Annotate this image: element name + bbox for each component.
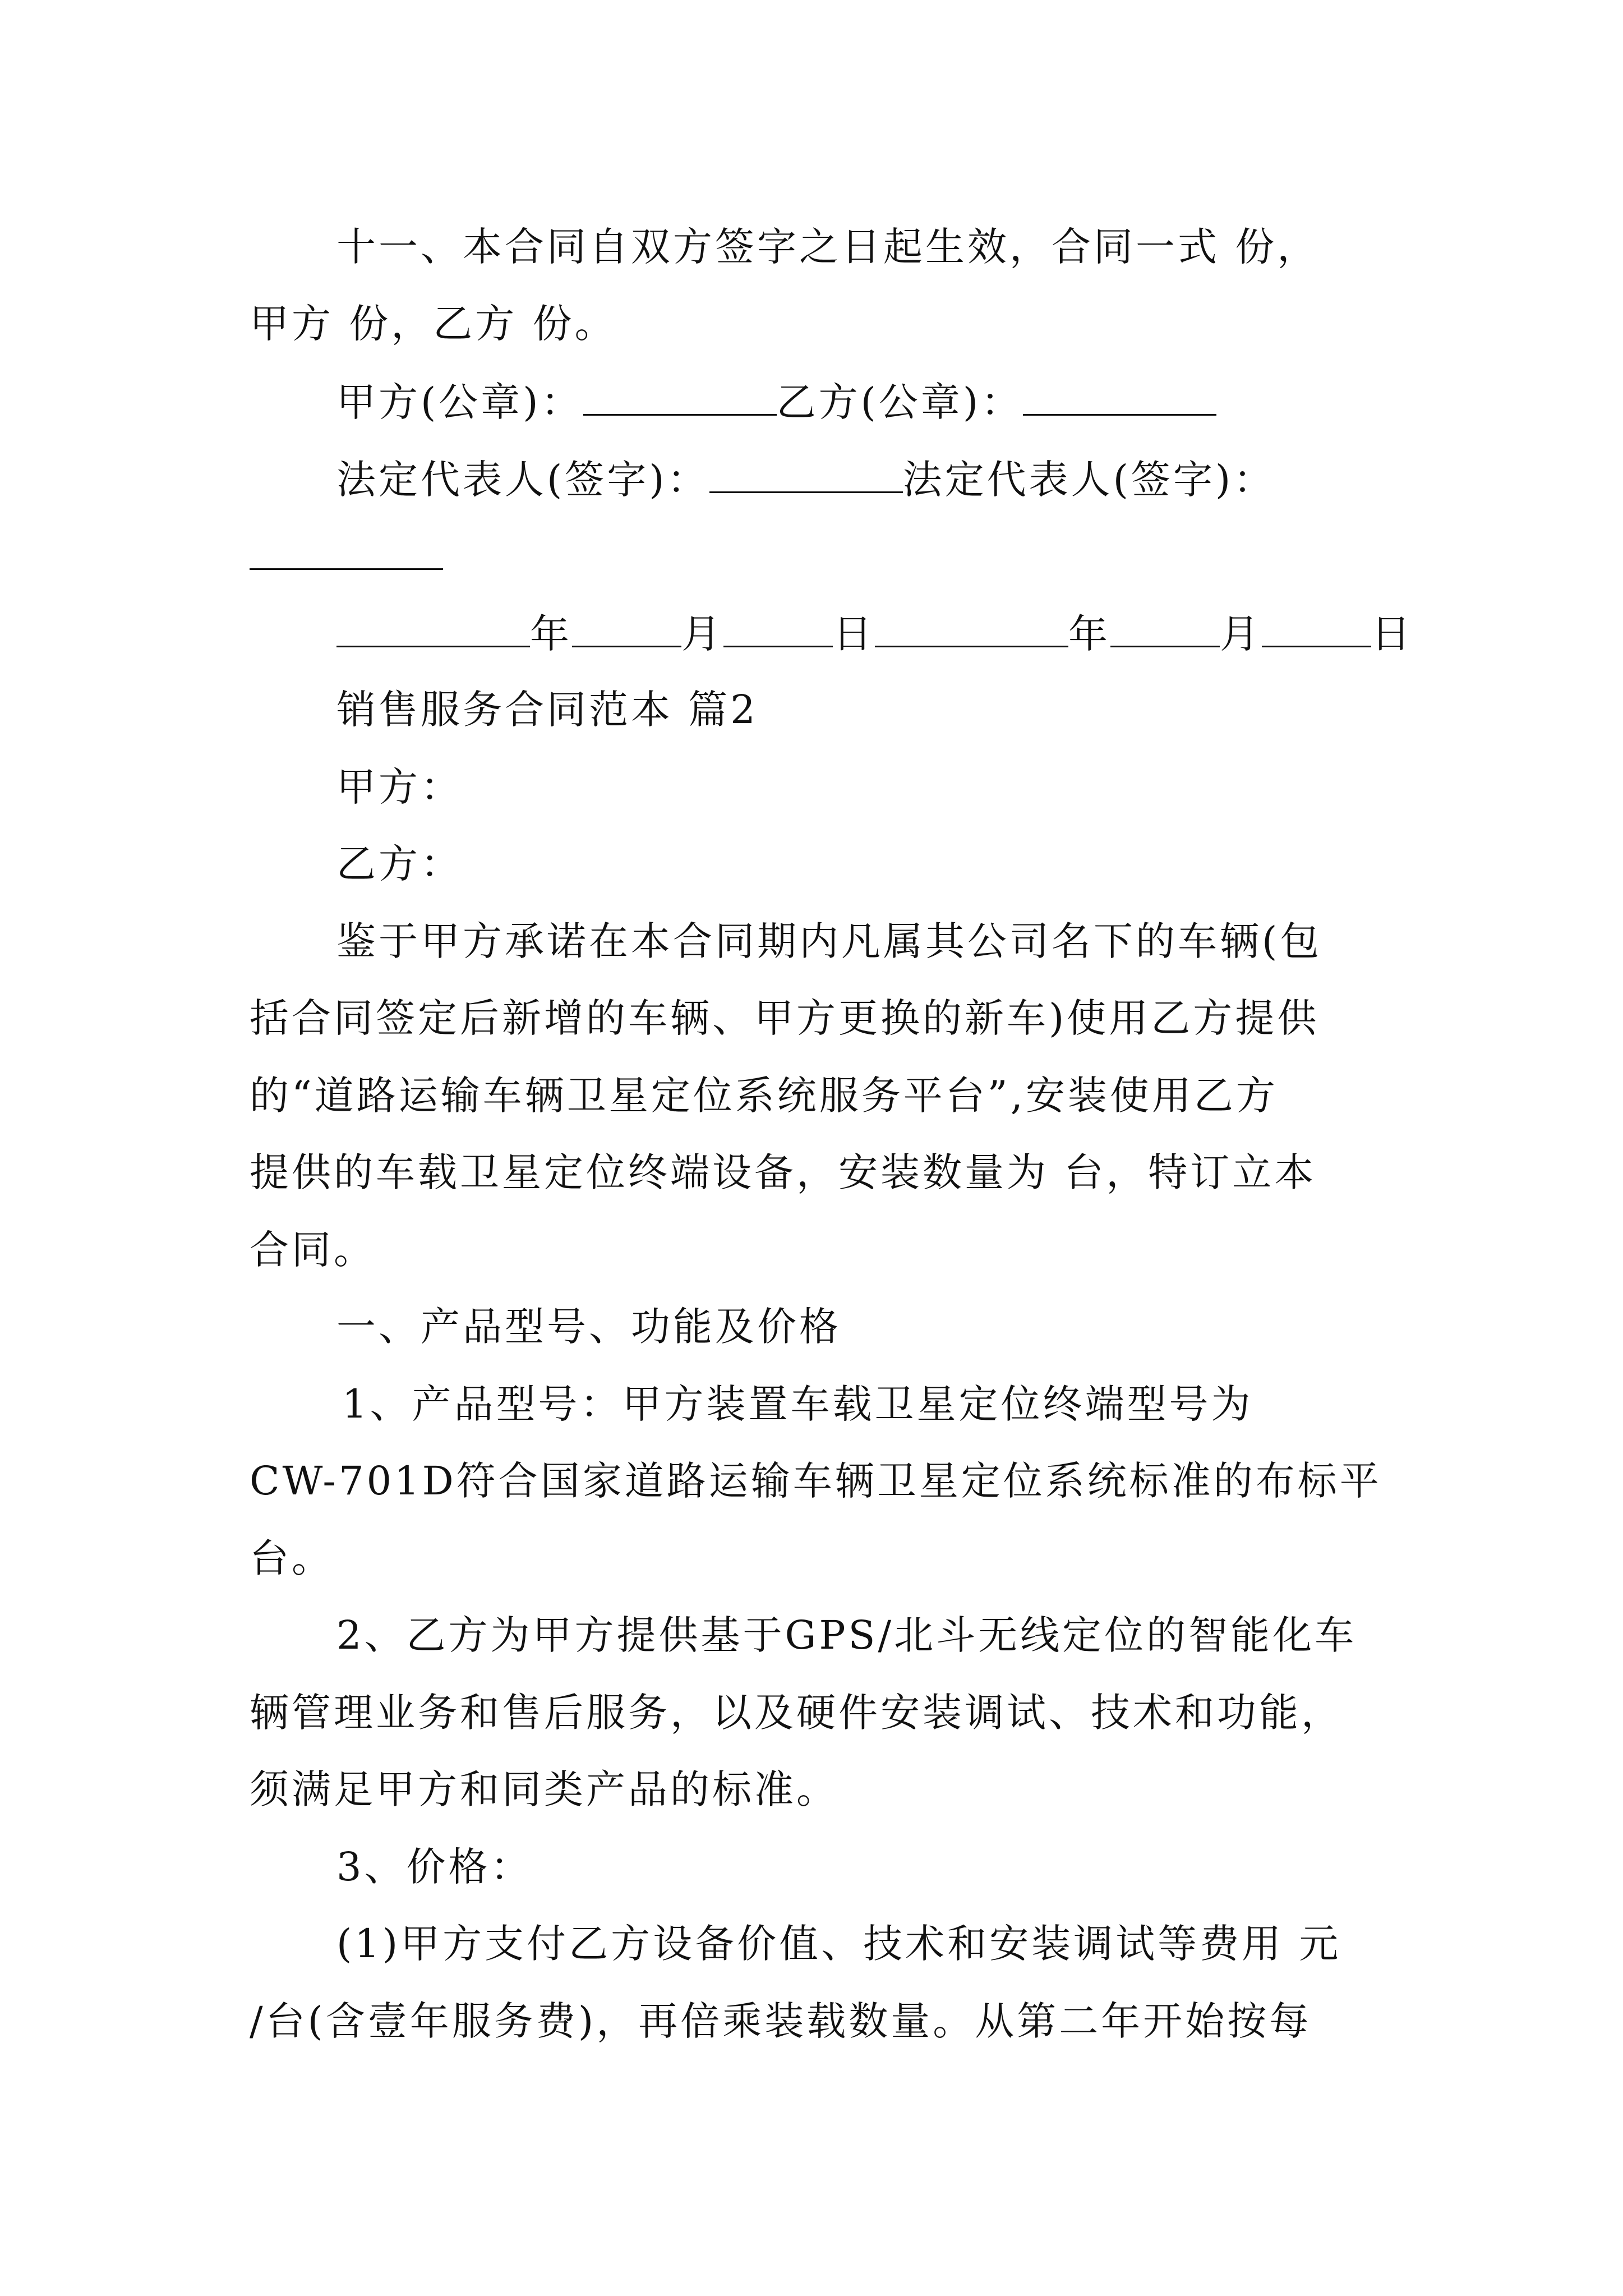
preamble-line-1: 鉴于甲方承诺在本合同期内凡属其公司名下的车辆(包 <box>336 918 1322 964</box>
rep-b-blank-line <box>250 536 443 576</box>
item-1-line-1: 1、产品型号：甲方装置车载卫星定位终端型号为 <box>342 1381 1253 1427</box>
date-b-month-label: 月 <box>1220 611 1262 657</box>
date-b-day-blank <box>1262 613 1371 647</box>
date-line <box>336 611 1413 657</box>
date-a-month-blank <box>572 613 681 647</box>
date-b-year-label: 年 <box>1068 611 1110 657</box>
section-title: 销售服务合同范本 篇2 <box>336 687 758 733</box>
party-a-seal-blank <box>583 381 777 416</box>
item-2-line-3: 须满足甲方和同类产品的标准。 <box>250 1766 838 1812</box>
party-a-label: 甲方： <box>336 764 463 810</box>
party-b-seal-label: 乙方(公章)： <box>776 379 1023 425</box>
item-3-1-line-2: /台(含壹年服务费)，再倍乘装载数量。从第二年开始按每 <box>250 1998 1312 2044</box>
party-b-label: 乙方： <box>336 841 463 887</box>
item-1-line-3: 台。 <box>250 1535 334 1581</box>
date-b-day-label: 日 <box>1371 611 1413 657</box>
item-1-line-2: CW-701D符合国家道路运输车辆卫星定位系统标准的布标平 <box>250 1458 1382 1504</box>
preamble-line-2: 括合同签定后新增的车辆、甲方更换的新车)使用乙方提供 <box>250 995 1320 1041</box>
date-a-year-label: 年 <box>530 611 572 657</box>
preamble-line-3: 的“道路运输车辆卫星定位系统服务平台”,安装使用乙方 <box>250 1073 1278 1119</box>
clause-11-line-2: 甲方 份，乙方 份。 <box>250 301 617 347</box>
preamble-line-4: 提供的车载卫星定位终端设备，安装数量为 台，特订立本 <box>250 1149 1317 1195</box>
rep-a-blank <box>709 459 903 493</box>
rep-a-label: 法定代表人(签字)： <box>336 457 709 503</box>
date-a-day-blank <box>723 613 833 647</box>
date-a-month-label: 月 <box>681 611 723 657</box>
item-2-line-2: 辆管理业务和售后服务，以及硬件安装调试、技术和功能， <box>250 1690 1343 1736</box>
item-3-line-1: 3、价格： <box>336 1844 533 1890</box>
date-b-month-blank <box>1110 613 1220 647</box>
party-a-seal-label: 甲方(公章)： <box>336 379 583 425</box>
clause-11-line-1: 十一、本合同自双方签字之日起生效，合同一式 份， <box>336 224 1320 270</box>
preamble-line-5: 合同。 <box>250 1227 376 1273</box>
heading-1: 一、产品型号、功能及价格 <box>336 1304 841 1350</box>
seal-line <box>336 379 1216 425</box>
item-2-line-1: 2、乙方为甲方提供基于GPS/北斗无线定位的智能化车 <box>336 1612 1357 1658</box>
item-3-1-line-1: (1)甲方支付乙方设备价值、技术和安装调试等费用 元 <box>336 1921 1341 1967</box>
date-a-year-blank <box>336 613 530 647</box>
representative-line <box>336 457 1276 503</box>
date-a-day-label: 日 <box>833 611 875 657</box>
date-b-year-blank <box>875 613 1068 647</box>
rep-b-blank <box>250 536 443 570</box>
rep-b-label: 法定代表人(签字)： <box>902 457 1276 503</box>
party-b-seal-blank <box>1023 381 1216 416</box>
